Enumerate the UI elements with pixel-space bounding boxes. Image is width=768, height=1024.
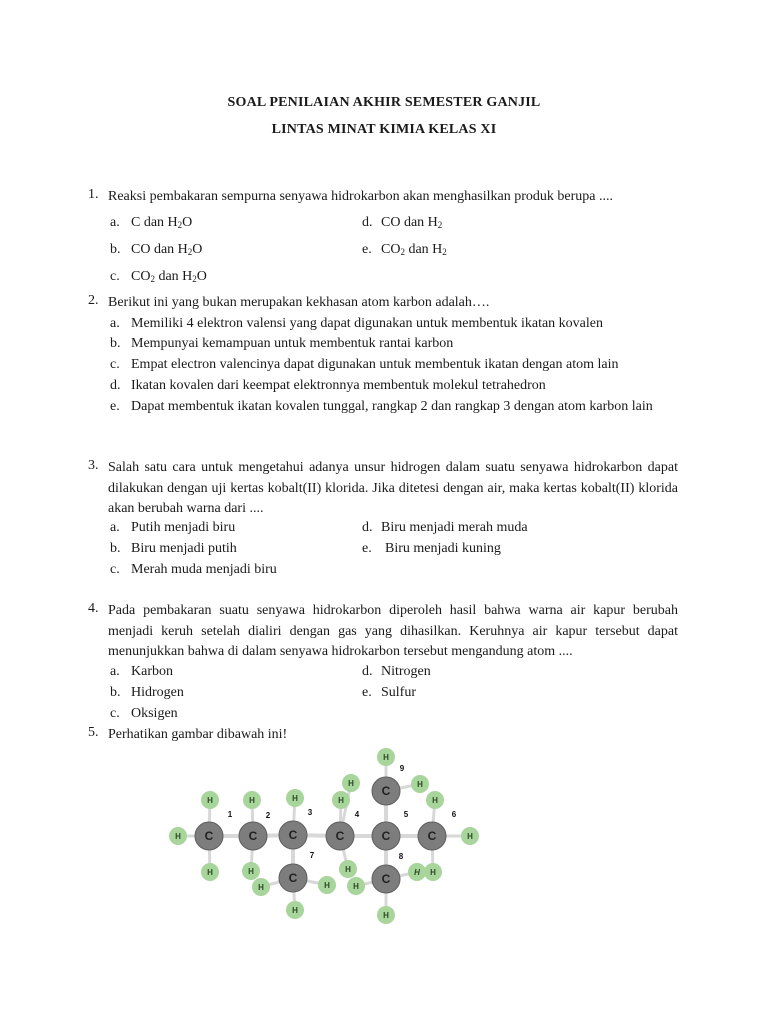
carbon-label: C xyxy=(335,829,345,843)
position-number: 7 xyxy=(309,851,315,860)
hydrogen-label: H xyxy=(348,779,354,788)
position-number: 4 xyxy=(354,810,360,819)
carbon-label: C xyxy=(427,829,437,843)
q3-option-b-label: b. xyxy=(110,541,121,556)
q4-option-a-label: a. xyxy=(110,664,120,679)
q1-option-d: CO dan $H_2$ xyxy=(381,215,443,230)
hydrogen-label: H xyxy=(345,865,351,874)
q4-option-e-label: e. xyxy=(362,685,372,700)
position-number: 8 xyxy=(398,852,404,861)
q4-option-c-label: c. xyxy=(110,706,120,721)
q4-number: 4. xyxy=(88,601,99,616)
q1-option-b: CO dan $H_2O$ xyxy=(131,242,203,257)
carbon-label: C xyxy=(204,829,214,843)
q2-option-c-label: c. xyxy=(110,357,120,372)
position-number: 5 xyxy=(403,810,409,819)
hydrogen-label: H xyxy=(207,796,213,805)
q3-option-b: Biru menjadi putih xyxy=(131,541,237,556)
q3-option-c: Merah muda menjadi biru xyxy=(131,562,277,577)
q2-option-b: Mempunyai kemampuan untuk membentuk rantai karbon xyxy=(131,336,454,351)
title-line-2: LINTAS MINAT KIMIA KELAS XI xyxy=(271,122,497,137)
q1-number: 1. xyxy=(88,187,99,202)
q3-option-a-label: a. xyxy=(110,520,120,535)
q3-option-e-label: e. xyxy=(362,541,372,556)
q5-number: 5. xyxy=(88,725,99,740)
position-number: 3 xyxy=(307,808,313,817)
position-number: 2 xyxy=(265,811,271,820)
q2-option-d: Ikatan kovalen dari keempat elektronnya membentuk molekul tetrahedron xyxy=(131,378,546,393)
q2-option-e: Dapat membentuk ikatan kovalen tunggal, rangkap 2 dan rangkap 3 dengan atom karbon lain xyxy=(131,399,653,414)
hydrogen-label: H xyxy=(338,796,344,805)
q4-option-d-label: d. xyxy=(362,664,373,679)
q1-option-e-label: e. xyxy=(362,242,372,257)
carbon-label: C xyxy=(248,829,258,843)
q1-option-d-label: d. xyxy=(362,215,373,230)
q2-number: 2. xyxy=(88,293,99,308)
q1-option-a-label: a. xyxy=(110,215,120,230)
hydrogen-label: H xyxy=(417,780,423,789)
q2-option-a-label: a. xyxy=(110,316,120,331)
hydrogen-label: H xyxy=(353,882,359,891)
carbon-label: C xyxy=(381,872,391,886)
hydrogen-label: H xyxy=(432,796,438,805)
q2-option-d-label: d. xyxy=(110,378,121,393)
q3-option-e: Biru menjadi kuning xyxy=(385,541,501,556)
q1-option-c-label: c. xyxy=(110,269,120,284)
hydrogen-label: H xyxy=(207,868,213,877)
hydrogen-label: H xyxy=(258,883,264,892)
q1-option-a: C dan $H_2O$ xyxy=(131,215,193,230)
q2-text: Berikut ini yang bukan merupakan kekhasan atom karbon adalah…. xyxy=(108,295,490,310)
hydrogen-label: H xyxy=(292,906,298,915)
hydrogen-label: H xyxy=(467,832,473,841)
hydrogen-label: H xyxy=(249,796,255,805)
q3-option-a: Putih menjadi biru xyxy=(131,520,236,535)
carbon-label: C xyxy=(288,871,298,885)
position-number: 1 xyxy=(227,810,233,819)
q1-text: Reaksi pembakaran sempurna senyawa hidrokarbon akan menghasilkan produk berupa .... xyxy=(108,189,614,204)
hydrogen-label: H xyxy=(324,881,330,890)
q3-option-c-label: c. xyxy=(110,562,120,577)
q3-number: 3. xyxy=(88,458,99,473)
q2-option-b-label: b. xyxy=(110,336,121,351)
q3-option-d: Biru menjadi merah muda xyxy=(381,520,528,535)
q4-option-e: Sulfur xyxy=(381,685,416,700)
hydrogen-label: H xyxy=(292,794,298,803)
hydrogen-label: H xyxy=(414,868,420,877)
q4-option-c: Oksigen xyxy=(131,706,178,721)
q2-option-a: Memiliki 4 elektron valensi yang dapat digunakan untuk membentuk ikatan kovalen xyxy=(131,316,603,331)
hydrogen-label: H xyxy=(383,753,389,762)
carbon-label: C xyxy=(288,828,298,842)
carbon-label: C xyxy=(381,784,391,798)
q3-option-d-label: d. xyxy=(362,520,373,535)
hydrogen-label: H xyxy=(175,832,181,841)
q1-option-c: $CO_2$ dan $H_2O$ xyxy=(131,269,207,284)
hydrogen-label: H xyxy=(383,911,389,920)
q4-option-b: Hidrogen xyxy=(131,685,184,700)
carbon-label: C xyxy=(381,829,391,843)
q4-option-a: Karbon xyxy=(131,664,173,679)
hydrogen-label: H xyxy=(430,868,436,877)
q1-option-b-label: b. xyxy=(110,242,121,257)
q5-text: Perhatikan gambar dibawah ini! xyxy=(108,727,288,742)
q1-option-e: $CO_2$ dan $H_2$ xyxy=(381,242,447,257)
q3-text: Salah satu cara untuk mengetahui adanya unsur hidrogen dalam suatu senyawa hidrokarbon dapat dilakukan dengan uji kertas kobalt(II) klorida. Jika ditetesi dengan air, maka kertas kobalt(II) klorida akan berubah warna dari .... xyxy=(108,460,678,517)
title-line-1: SOAL PENILAIAN AKHIR SEMESTER GANJIL xyxy=(227,95,541,110)
q4-text: Pada pembakaran suatu senyawa hidrokarbon diperoleh hasil bahwa warna air kapur berubah menjadi keruh setelah dialiri dengan gas yang dihasilkan. Keruhnya air kapur tersebut dapat menunjukkan bahwa di dalam senyawa hidrokarbon tersebut mengandung atom .... xyxy=(108,603,678,660)
position-number: 6 xyxy=(451,810,457,819)
q2-option-e-label: e. xyxy=(110,399,120,414)
hydrogen-label: H xyxy=(248,867,254,876)
q4-option-d: Nitrogen xyxy=(381,664,431,679)
q2-option-c: Empat electron valencinya dapat digunakan untuk membentuk ikatan dengan atom lain xyxy=(131,357,619,372)
q4-option-b-label: b. xyxy=(110,685,121,700)
position-number: 9 xyxy=(399,764,405,773)
